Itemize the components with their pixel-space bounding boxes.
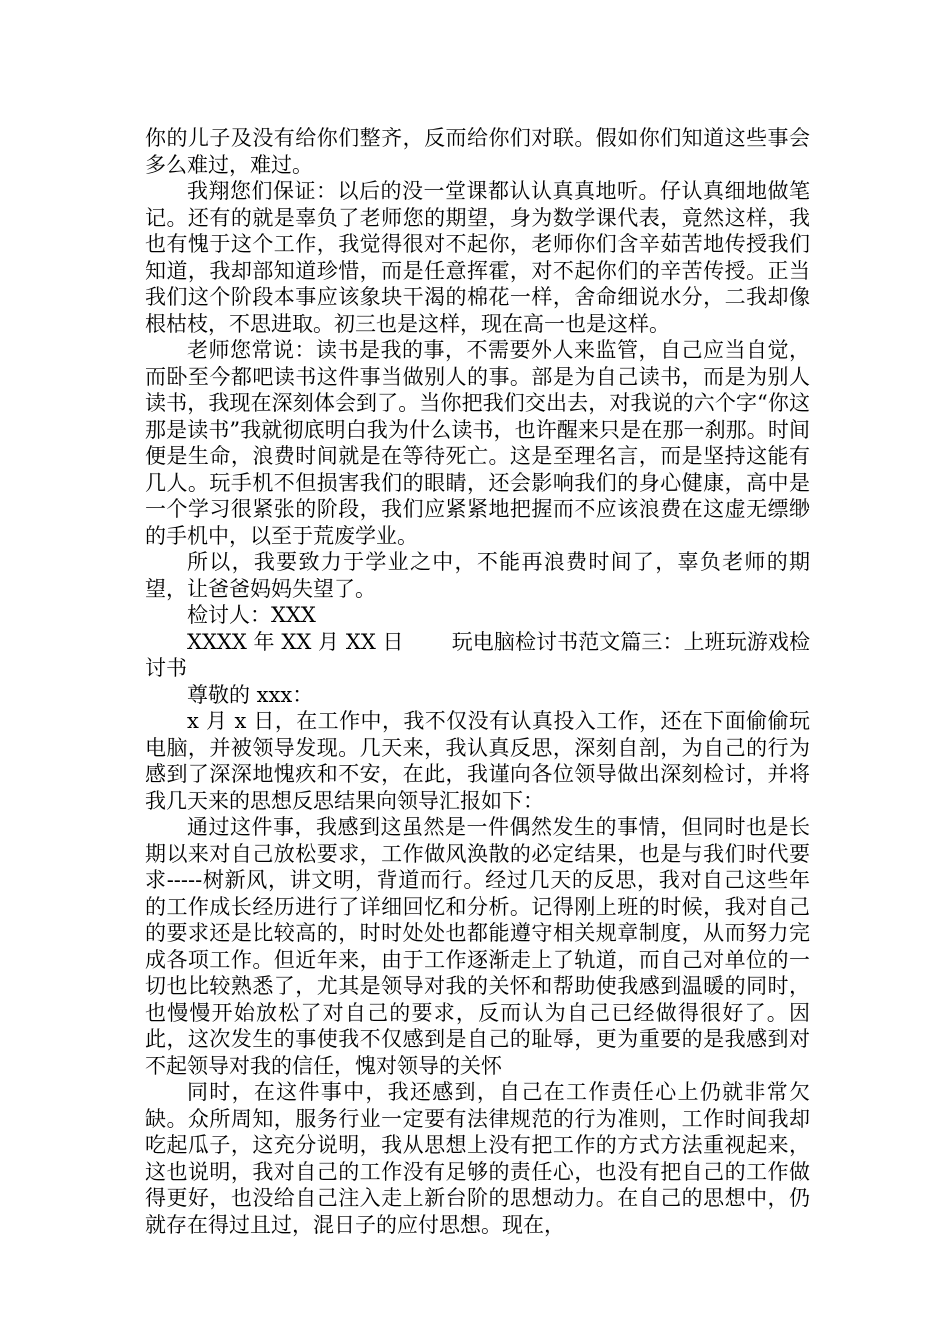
paragraph: 所以，我要致力于学业之中，不能再浪费时间了，辜负老师的期望，让爸爸妈妈失望了。 (145, 550, 810, 601)
paragraph: 老师您常说：读书是我的事，不需要外人来监管，自己应当自觉，而卧至今都吧读书这件事当做别人的事。部是为自己读书，而是为别人读书，我现在深刻体会到了。当你把我们交出去，对我说的六个字“你这那是读书”我就彻底明白我为什么读书，也许醒来只是在那一刹那。时间便是生命，浪费时间就是在等待死亡。这是至理名言，而是坚持这能有几人。玩手机不但损害我们的眼睛，还会影响我们的身心健康，高中是一个学习很紧张的阶段，我们应紧紧地把握而不应该浪费在这虚无缥缈的手机中，以至于荒废学业。 (145, 338, 810, 548)
paragraph: 通过这件事，我感到这虽然是一件偶然发生的事情，但同时也是长期以来对自己放松要求，工作做风涣散的必定结果，也是与我们时代要求-----树新风，讲文明，背道而行。经过几天的反思，我对自己这些年的工作成长经历进行了详细回忆和分析。记得刚上班的时候，我对自己的要求还是比较高的，时时处处也都能遵守相关规章制度，从而努力完成各项工作。但近年来，由于工作逐渐走上了轨道，而自己对单位的一切也比较熟悉了，尤其是领导对我的关怀和帮助使我感到温暖的同时，也慢慢开始放松了对自己的要求，反而认为自己已经做得很好了。因此，这次发生的事使我不仅感到是自己的耻辱，更为重要的是我感到对不起领导对我的信任，愧对领导的关怀 (145, 815, 810, 1078)
salutation: 尊敬的 xxx： (187, 682, 314, 707)
section-heading: 玩电脑检讨书范文篇三：上班玩游戏检讨书 (145, 629, 810, 680)
paragraph: 我翔您们保证：以后的没一堂课都认认真真地听。仔认真细地做笔记。还有的就是辜负了老师您的期望，身为数学课代表，竟然这样，我也有愧于这个工作，我觉得很对不起你，老师你们含辛茹苦地传授我们知道，我却部知道珍惜，而是任意挥霍，对不起你们的辛苦传授。正当我们这个阶段本事应该象块干渴的棉花一样，舍命细说水分，二我却像根枯枝，不思进取。初三也是这样，现在高一也是这样。 (145, 179, 810, 336)
paragraph: 你的儿子及没有给你们整齐，反而给你们对联。假如你们知道这些事会多么难过，难过。 (145, 126, 810, 177)
date-and-heading (145, 629, 810, 682)
document-page (145, 125, 810, 1238)
date-text: XXXX 年 XX 月 XX 日 (187, 629, 404, 654)
paragraph: x 月 x 日，在工作中，我不仅没有认真投入工作，还在下面偷偷玩电脑，并被领导发现。几天来，我认真反思，深刻自剖，为自己的行为感到了深深地愧疚和不安，在此，我谨向各位领导做出深刻检讨，并将我几天来的思想反思结果向领导汇报如下： (145, 709, 810, 813)
paragraph: 同时，在这件事中，我还感到，自己在工作责任心上仍就非常欠缺。众所周知，服务行业一定要有法律规范的行为准则，工作时间我却吃起瓜子，这充分说明，我从思想上没有把工作的方式方法重视起来，这也说明，我对自己的工作没有足够的责任心，也没有把自己的工作做得更好，也没给自己注入走上新台阶的思想动力。在自己的思想中，仍就存在得过且过，混日子的应付思想。现在， (145, 1080, 810, 1237)
signature-line: 检讨人：XXX (187, 603, 316, 627)
